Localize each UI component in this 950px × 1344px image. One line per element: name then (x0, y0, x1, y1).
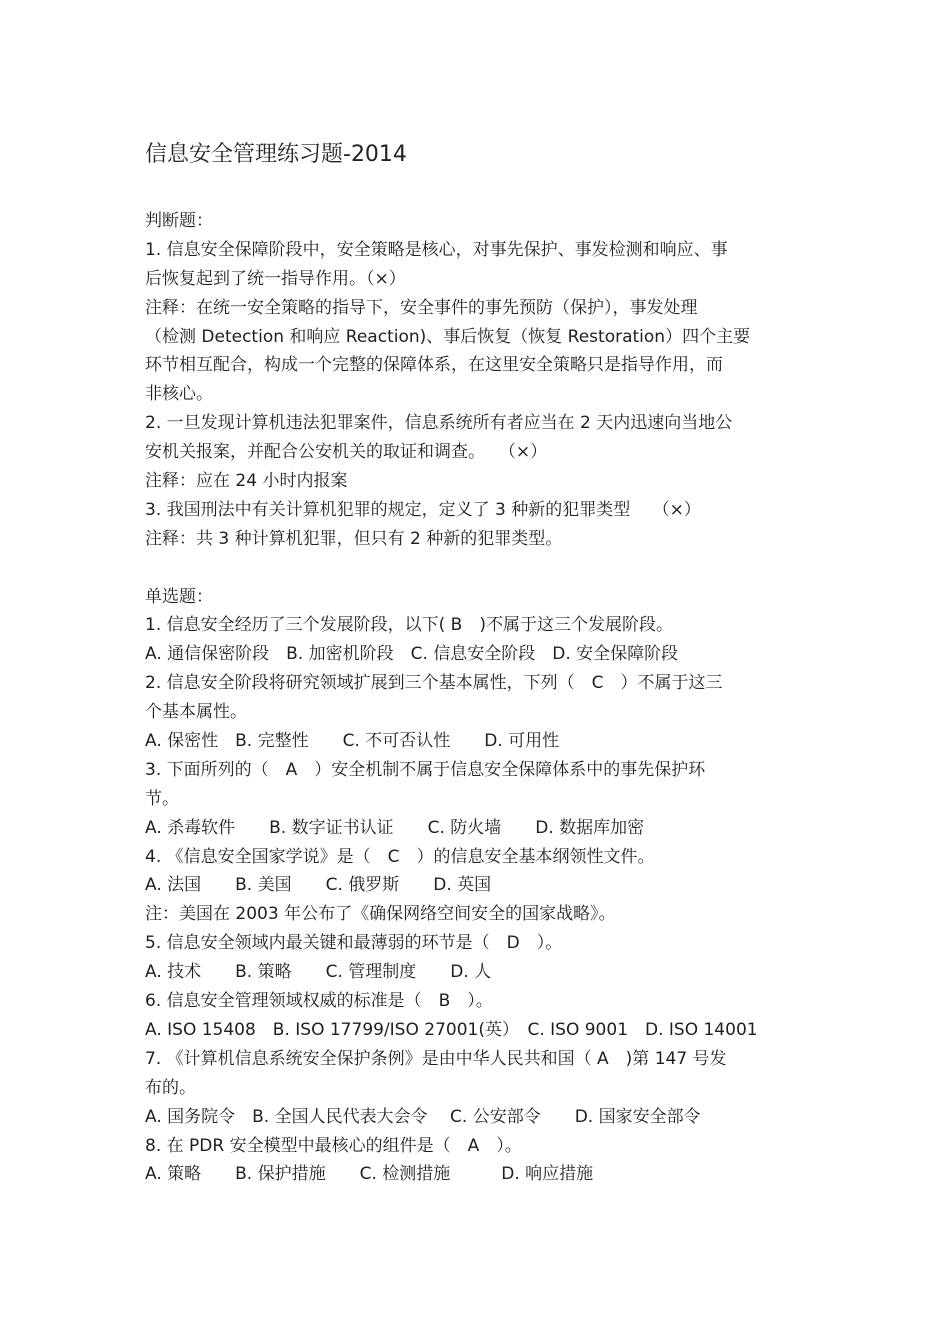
single-choice-line: A. ISO 15408 B. ISO 17799/ISO 27001(英） C. ISO 9001 D. ISO 14001 (145, 1019, 758, 1040)
judgment-line: 后恢复起到了统一指导作用。（×） (145, 268, 406, 289)
section-spacer (145, 554, 810, 583)
single-choice-line: 6. 信息安全管理领域权威的标准是（ B ）。 (145, 991, 493, 1012)
judgment-line: 环节相互配合，构成一个完整的保障体系，在这里安全策略只是指导作用，而 (145, 355, 723, 376)
single-choice-line: 1. 信息安全经历了三个发展阶段，以下( B )不属于这三个发展阶段。 (145, 615, 673, 636)
single-choice-line: 布的。 (145, 1077, 196, 1098)
judgment-line: 注释：共 3 种计算机犯罪，但只有 2 种新的犯罪类型。 (145, 528, 563, 549)
judgment-line: 注释：在统一安全策略的指导下，安全事件的事先预防（保护），事发处理 (145, 297, 698, 318)
single-choice-line: 3. 下面所列的（ A ）安全机制不属于信息安全保障体系中的事先保护环 (145, 759, 706, 780)
judgment-line: 2. 一旦发现计算机违法犯罪案件，信息系统所有者应当在 2 天内迅速向当地公 (145, 413, 733, 434)
single-choice-line: 7. 《计算机信息系统安全保护条例》是由中华人民共和国（ A )第 147 号发 (145, 1048, 727, 1069)
single-choice-line: 8. 在 PDR 安全模型中最核心的组件是（ A ）。 (145, 1135, 522, 1156)
single-choice-line: A. 技术 B. 策略 C. 管理制度 D. 人 (145, 962, 492, 983)
single-choice-line: A. 国务院令 B. 全国人民代表大会令 C. 公安部令 D. 国家安全部令 (145, 1106, 701, 1127)
single-choice-line: A. 杀毒软件 B. 数字证书认证 C. 防火墙 D. 数据库加密 (145, 817, 645, 838)
single-choice-line: A. 保密性 B. 完整性 C. 不可否认性 D. 可用性 (145, 731, 560, 752)
single-choice-heading: 单选题： (145, 586, 213, 607)
single-choice-line: A. 法国 B. 美国 C. 俄罗斯 D. 英国 (145, 875, 492, 896)
single-choice-line: A. 策略 B. 保护措施 C. 检测措施 D. 响应措施 (145, 1164, 594, 1185)
judgment-line: 注释：应在 24 小时内报案 (145, 471, 348, 492)
single-choice-line: 4. 《信息安全国家学说》是（ C ）的信息安全基本纲领性文件。 (145, 846, 655, 867)
single-choice-line: 个基本属性。 (145, 702, 247, 723)
judgment-line: 3. 我国刑法中有关计算机犯罪的规定，定义了 3 种新的犯罪类型 （×） (145, 499, 701, 520)
judgment-heading: 判断题： (145, 211, 213, 231)
judgment-line: 非核心。 (145, 384, 213, 405)
single-choice-line: 5. 信息安全领域内最关键和最薄弱的环节是（ D ）。 (145, 933, 563, 954)
judgment-line: 1. 信息安全保障阶段中，安全策略是核心，对事先保护、事发检测和响应、事 (145, 239, 728, 260)
single-choice-line: 2. 信息安全阶段将研究领域扩展到三个基本属性，下列（ C ）不属于这三 (145, 673, 723, 694)
judgment-line: 安机关报案，并配合公安机关的取证和调查。 （×） (145, 442, 548, 463)
document-title: 信息安全管理练习题-2014 (145, 142, 407, 167)
document-body (145, 207, 810, 1189)
judgment-line: （检测 Detection 和响应 Reaction)、事后恢复（恢复 Restoration）四个主要 (145, 326, 751, 347)
single-choice-line: A. 通信保密阶段 B. 加密机阶段 C. 信息安全阶段 D. 安全保障阶段 (145, 644, 679, 665)
single-choice-line: 注：美国在 2003 年公布了《确保网络空间安全的国家战略》。 (145, 904, 616, 925)
single-choice-line: 节。 (145, 788, 179, 809)
